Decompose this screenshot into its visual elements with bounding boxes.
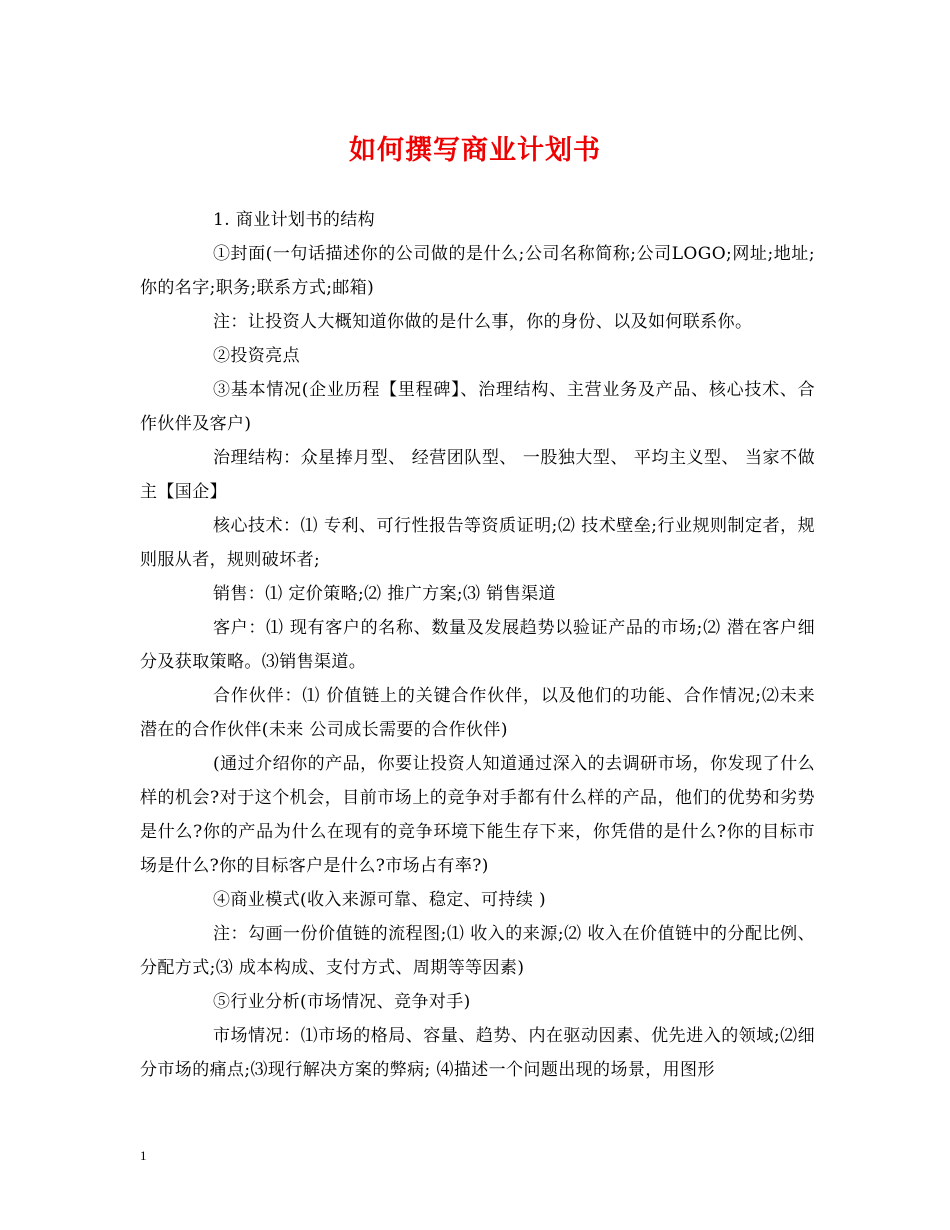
paragraph-cover: ①封面(一句话描述你的公司做的是什么;公司名称简称;公司LOGO;网址;地址;你的名字;职务;联系方式;邮箱): [140, 244, 815, 298]
paragraph-product-intro: (通过介绍你的产品，你要让投资人知道通过深入的去调研市场，你发现了什么样的机会?对于这个机会，目前市场上的竞争对手都有什么样的产品，他们的优势和劣势是什么?你的产品为什么在现有的竞争环境下能生存下来，你凭借的是什么?你的目标市场是什么?你的目标客户是什么?市场占有率?): [140, 754, 815, 876]
paragraph-market-situation: 市场情况：⑴市场的格局、容量、趋势、内在驱动因素、优先进入的领域;⑵细分市场的痛点;⑶现行解决方案的弊病; ⑷描述一个问题出现的场景，用图形: [140, 1026, 815, 1080]
paragraph-structure-heading: 1. 商业计划书的结构: [213, 210, 376, 230]
paragraph-business-model: ④商业模式(收入来源可靠、稳定、可持续 ): [213, 890, 547, 910]
paragraph-sales: 销售：⑴ 定价策略;⑵ 推广方案;⑶ 销售渠道: [213, 584, 556, 604]
page-number: 1: [140, 1148, 147, 1163]
paragraph-partners: 合作伙伴：⑴ 价值链上的关键合作伙伴，以及他们的功能、合作情况;⑵未来潜在的合作伙伴(未来 公司成长需要的合作伙伴): [140, 686, 815, 740]
paragraph-cover-note: 注：让投资人大概知道你做的是什么事，你的身份、以及如何联系你。: [213, 312, 753, 332]
paragraph-governance: 治理结构：众星捧月型、 经营团队型、 一股独大型、 平均主义型、 当家不做主【国企】: [140, 448, 815, 502]
paragraph-business-model-note: 注：勾画一份价值链的流程图;⑴ 收入的来源;⑵ 收入在价值链中的分配比例、分配方式;⑶ 成本构成、支付方式、周期等等因素): [140, 924, 815, 978]
document-title: 如何撰写商业计划书: [349, 135, 601, 166]
paragraph-core-tech: 核心技术：⑴ 专利、可行性报告等资质证明;⑵ 技术壁垒;行业规则制定者，规则服从者，规则破坏者;: [140, 516, 815, 570]
document-body: [140, 203, 815, 1087]
paragraph-investment-highlights: ②投资亮点: [213, 346, 300, 366]
paragraph-industry-analysis: ⑤行业分析(市场情况、竞争对手): [213, 992, 471, 1012]
paragraph-customers: 客户：⑴ 现有客户的名称、数量及发展趋势以验证产品的市场;⑵ 潜在客户细分及获取策略。⑶销售渠道。: [140, 618, 815, 672]
paragraph-basic-info: ③基本情况(企业历程【里程碑】、治理结构、主营业务及产品、核心技术、合作伙伴及客户): [140, 380, 815, 434]
